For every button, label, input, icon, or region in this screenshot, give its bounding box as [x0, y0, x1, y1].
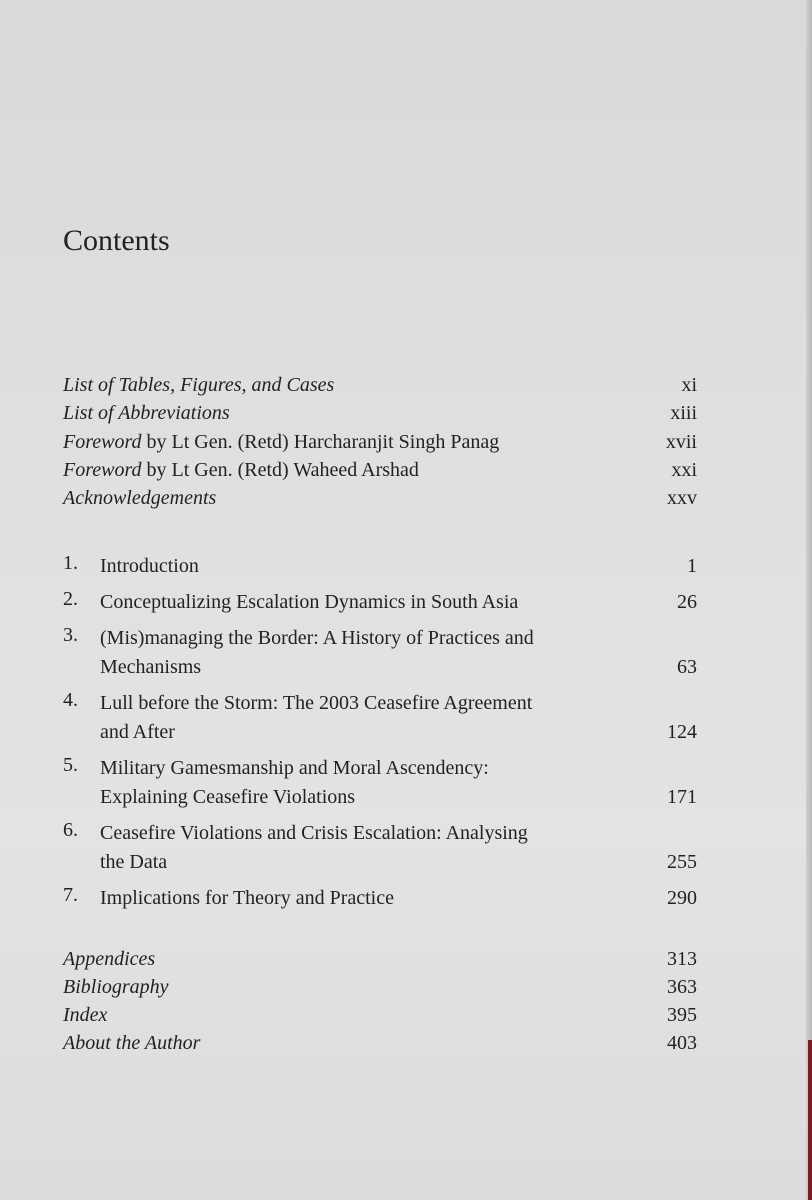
- entry-page-number: xxv: [667, 487, 697, 509]
- chapter-page-number: 1: [687, 555, 697, 577]
- entry-title: Foreword: [63, 459, 142, 481]
- chapter-title-continued: Explaining Ceasefire Violations: [100, 786, 356, 808]
- toc-entry-index[interactable]: [63, 1001, 697, 1029]
- toc-chapter-2[interactable]: [63, 588, 697, 617]
- toc-chapter-1[interactable]: [63, 552, 697, 581]
- entry-title-rest: by Lt Gen. (Retd) Waheed Arshad: [141, 459, 419, 481]
- toc-entry-foreword-panag[interactable]: [63, 427, 697, 456]
- toc-entry-appendices[interactable]: [63, 945, 697, 973]
- chapter-title: (Mis)managing the Border: A History of Practices and: [100, 627, 534, 649]
- entry-title: About the Author: [63, 1032, 201, 1054]
- chapter-title: Lull before the Storm: The 2003 Ceasefire Agreement: [100, 692, 533, 714]
- entry-title: Foreword: [63, 431, 142, 453]
- entry-title: List of Abbreviations: [63, 402, 230, 424]
- chapter-title: Ceasefire Violations and Crisis Escalation: Analysing: [100, 822, 528, 844]
- entry-title-rest: by Lt Gen. (Retd) Harcharanjit Singh Panag: [141, 431, 500, 453]
- entry-page-number: xvii: [665, 431, 697, 453]
- entry-title: Appendices: [63, 948, 156, 970]
- chapter-title: Conceptualizing Escalation Dynamics in South Asia: [100, 591, 519, 613]
- chapter-number: 1.: [63, 552, 78, 574]
- entry-page-number: 363: [667, 976, 697, 998]
- chapter-number: 5.: [63, 754, 78, 776]
- entry-page-number: xi: [681, 374, 697, 396]
- page-title: Contents: [63, 224, 170, 257]
- chapter-title: Military Gamesmanship and Moral Ascendency:: [100, 757, 489, 779]
- entry-title: Index: [63, 1004, 108, 1026]
- entry-page-number: xxi: [671, 459, 697, 481]
- entry-title: Acknowledgements: [63, 487, 217, 509]
- chapter-title-continued: and After: [100, 721, 175, 743]
- back-matter-list: [63, 945, 697, 1057]
- chapter-page-number: 63: [677, 656, 697, 678]
- page-edge: [806, 0, 812, 1200]
- toc-entry-bibliography[interactable]: [63, 973, 697, 1001]
- entry-title: List of Tables, Figures, and Cases: [63, 374, 335, 396]
- cover-edge: [808, 1040, 812, 1200]
- toc-entry-about-the-author[interactable]: [63, 1029, 697, 1057]
- chapter-page-number: 290: [667, 887, 697, 909]
- chapter-title: Introduction: [100, 555, 199, 577]
- chapter-number: 7.: [63, 884, 78, 906]
- entry-page-number: xiii: [670, 402, 697, 424]
- front-matter-list: [63, 370, 697, 512]
- chapter-number: 6.: [63, 819, 78, 841]
- toc-entry-list-of-abbreviations[interactable]: [63, 399, 697, 427]
- chapter-page-number: 26: [677, 591, 697, 613]
- chapter-page-number: 255: [667, 851, 697, 873]
- chapter-title-continued: the Data: [100, 851, 168, 873]
- entry-title: Bibliography: [63, 976, 169, 998]
- chapter-page-number: 124: [667, 721, 697, 743]
- chapter-number: 2.: [63, 588, 78, 610]
- entry-page-number: 403: [667, 1032, 697, 1054]
- chapter-title: Implications for Theory and Practice: [100, 887, 394, 909]
- chapter-list: [63, 552, 697, 913]
- toc-chapter-7[interactable]: [63, 884, 697, 913]
- chapter-title-continued: Mechanisms: [100, 656, 202, 678]
- toc-chapter-5[interactable]: [63, 754, 697, 812]
- chapter-page-number: 171: [667, 786, 697, 808]
- entry-page-number: 313: [667, 948, 697, 970]
- chapter-number: 4.: [63, 689, 78, 711]
- toc-entry-list-of-tables[interactable]: [63, 370, 697, 399]
- toc-chapter-4[interactable]: [63, 689, 697, 747]
- toc-chapter-3[interactable]: [63, 624, 697, 682]
- toc-entry-foreword-arshad[interactable]: [63, 456, 697, 484]
- toc-chapter-6[interactable]: [63, 819, 697, 877]
- chapter-number: 3.: [63, 624, 78, 646]
- toc-entry-acknowledgements[interactable]: [63, 484, 697, 512]
- entry-page-number: 395: [667, 1004, 697, 1026]
